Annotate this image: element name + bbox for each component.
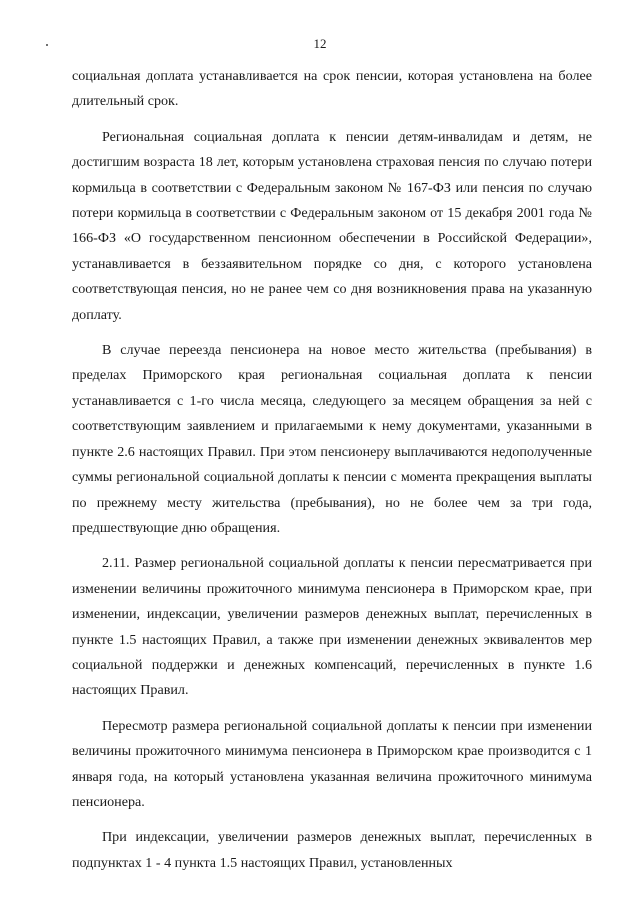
scan-speck: [46, 44, 48, 46]
paragraph-subsistence-minimum-review: Пересмотр размера региональной социальной доплаты к пенсии при изменении величины прожиточного минимума пенсионера в Приморском крае производится с 1 января года, на который установлена указанная величина прожиточного минимума пенсионера.: [72, 717, 592, 810]
paragraph-relocation: В случае переезда пенсионера на новое место жительства (пребывания) в пределах Приморского края региональная социальная доплата к пенсии устанавливается с 1-го числа месяца, следующего за месяцем обращения за ней с соответствующим заявлением и прилагаемыми к нему документами, указанными в пункте 2.6 настоящих Правил. При этом пенсионеру выплачиваются недополученные суммы региональной социальной доплаты к пенсии с момента прекращения выплаты по прежнему месту жительства (пребывания), но не более чем за три года, предшествующие дню обращения.: [72, 342, 592, 536]
paragraph-indexation: При индексации, увеличении размеров денежных выплат, перечисленных в подпунктах 1 - 4 пункта 1.5 настоящих Правил, установленных: [72, 829, 592, 871]
paragraph-continuation: социальная доплата устанавливается на срок пенсии, которая установлена на более длительный срок.: [72, 68, 592, 110]
paragraph-disabled-children-supplement: Региональная социальная доплата к пенсии детям-инвалидам и детям, не достигшим возраста 18 лет, которым установлена страховая пенсия по случаю потери кормильца в соответствии с Федеральным законом № 167-ФЗ или пенсия по случаю потери кормильца в соответствии с Федеральным законом от 15 декабря 2001 года № 166-ФЗ «О государственном пенсионном обеспечении в Российской Федерации», устанавливается в беззаявительном порядке со дня, с которого установлена соответствующая пенсия, но не ранее чем со дня возникновения права на указанную доплату.: [72, 128, 592, 323]
page-number: 12: [313, 36, 327, 51]
document-body: [72, 64, 592, 884]
paragraph-2-11-recalculation: 2.11. Размер региональной социальной доплаты к пенсии пересматривается при изменении величины прожиточного минимума пенсионера в Приморском крае, при изменении, индексации, увеличении размеров денежных выплат, перечисленных в пункте 1.5 настоящих Правил, а также при изменении денежных эквивалентов мер социальной поддержки и денежных компенсаций, перечисленных в пункте 1.6 настоящих Правил.: [72, 555, 592, 699]
